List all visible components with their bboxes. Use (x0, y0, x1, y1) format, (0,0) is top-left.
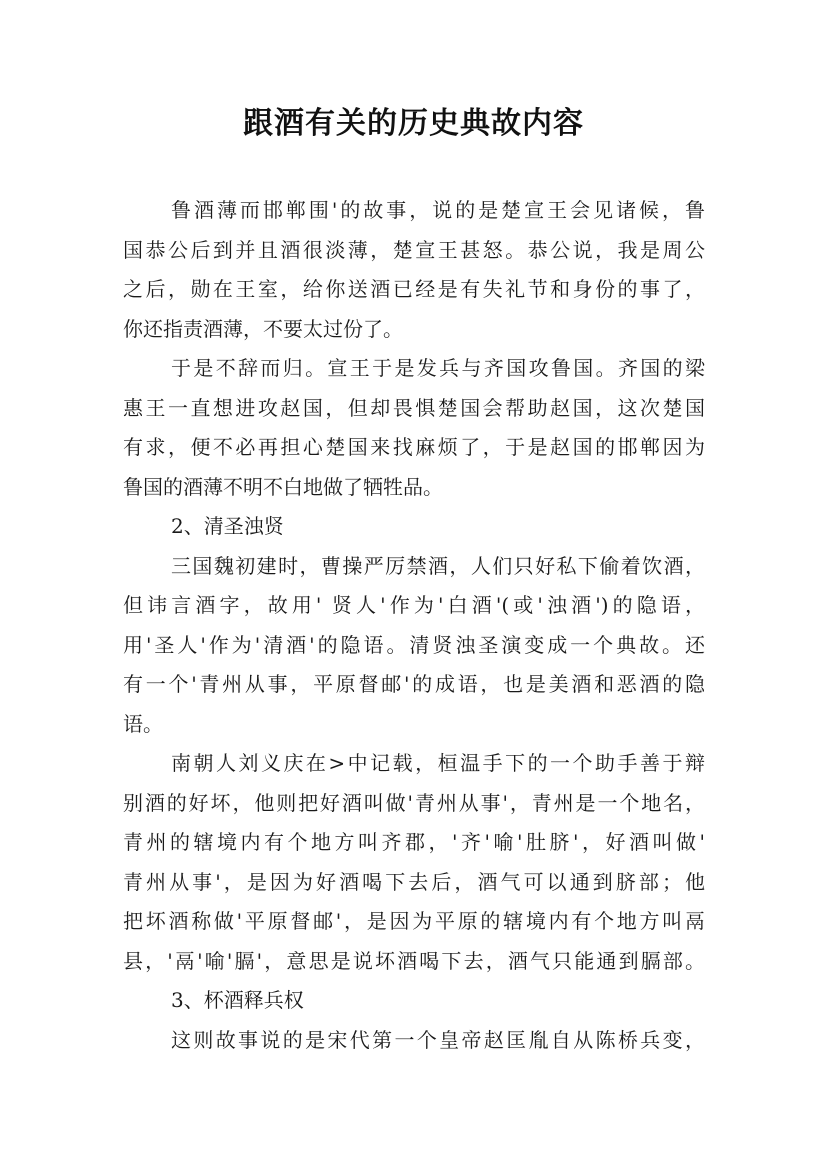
text-line: 鲁酒薄而邯郸围'的故事，说的是楚宣王会见诸候，鲁 (171, 198, 705, 222)
text-line: 但讳言酒字，故用' 贤人'作为'白酒'(或'浊酒')的隐语， (123, 593, 705, 617)
text-line: 鲁国的酒薄不明不白地做了牺牲品。 (123, 474, 443, 499)
text-line: 青州从事'，是因为好酒喝下去后，酒气可以通到脐部；他 (123, 869, 705, 894)
text-line: 3、杯酒释兵权 (171, 988, 304, 1012)
text-line: 你还指责酒薄，不要太过份了。 (123, 316, 403, 341)
document-body (123, 191, 705, 1060)
text-line: 之后，勋在王室，给你送酒已经是有失礼节和身份的事了， (123, 277, 705, 301)
text-line: 用'圣人'作为'清酒'的隐语。清贤浊圣演变成一个典故。还 (123, 632, 705, 657)
text-line: 国恭公后到并且酒很淡薄，楚宣王甚怒。恭公说，我是周公 (123, 237, 705, 262)
document-title: 跟酒有关的历史典故内容 (243, 106, 584, 141)
text-line: 别酒的好坏，他则把好酒叫做'青州从事'，青州是一个地名， (123, 790, 705, 815)
text-line: 青州的辖境内有个地方叫齐郡，'齐'喻'肚脐'，好酒叫做' (123, 830, 705, 854)
text-line: 有一个'青州从事，平原督邮'的成语，也是美酒和恶酒的隐 (123, 672, 705, 696)
text-line: 南朝人刘义庆在>中记载，桓温手下的一个助手善于辩 (171, 751, 705, 775)
text-line: 于是不辞而归。宣王于是发兵与齐国攻鲁国。齐国的梁 (171, 356, 705, 380)
text-line: 县，'鬲'喻'膈'，意思是说坏酒喝下去，酒气只能通到膈部。 (123, 948, 705, 973)
text-line: 这则故事说的是宋代第一个皇帝赵匡胤自从陈桥兵变， (171, 1027, 705, 1052)
text-line: 有求，便不必再担心楚国来找麻烦了，于是赵国的邯郸因为 (123, 435, 705, 459)
text-line: 惠王一直想进攻赵国，但却畏惧楚国会帮助赵国，这次楚国 (123, 395, 705, 420)
text-line: 三国魏初建时，曹操严厉禁酒，人们只好私下偷着饮酒， (171, 553, 705, 578)
text-line: 2、清圣浊贤 (171, 514, 284, 538)
text-line: 把坏酒称做'平原督邮'，是因为平原的辖境内有个地方叫鬲 (123, 909, 705, 933)
text-line: 语。 (123, 711, 163, 736)
